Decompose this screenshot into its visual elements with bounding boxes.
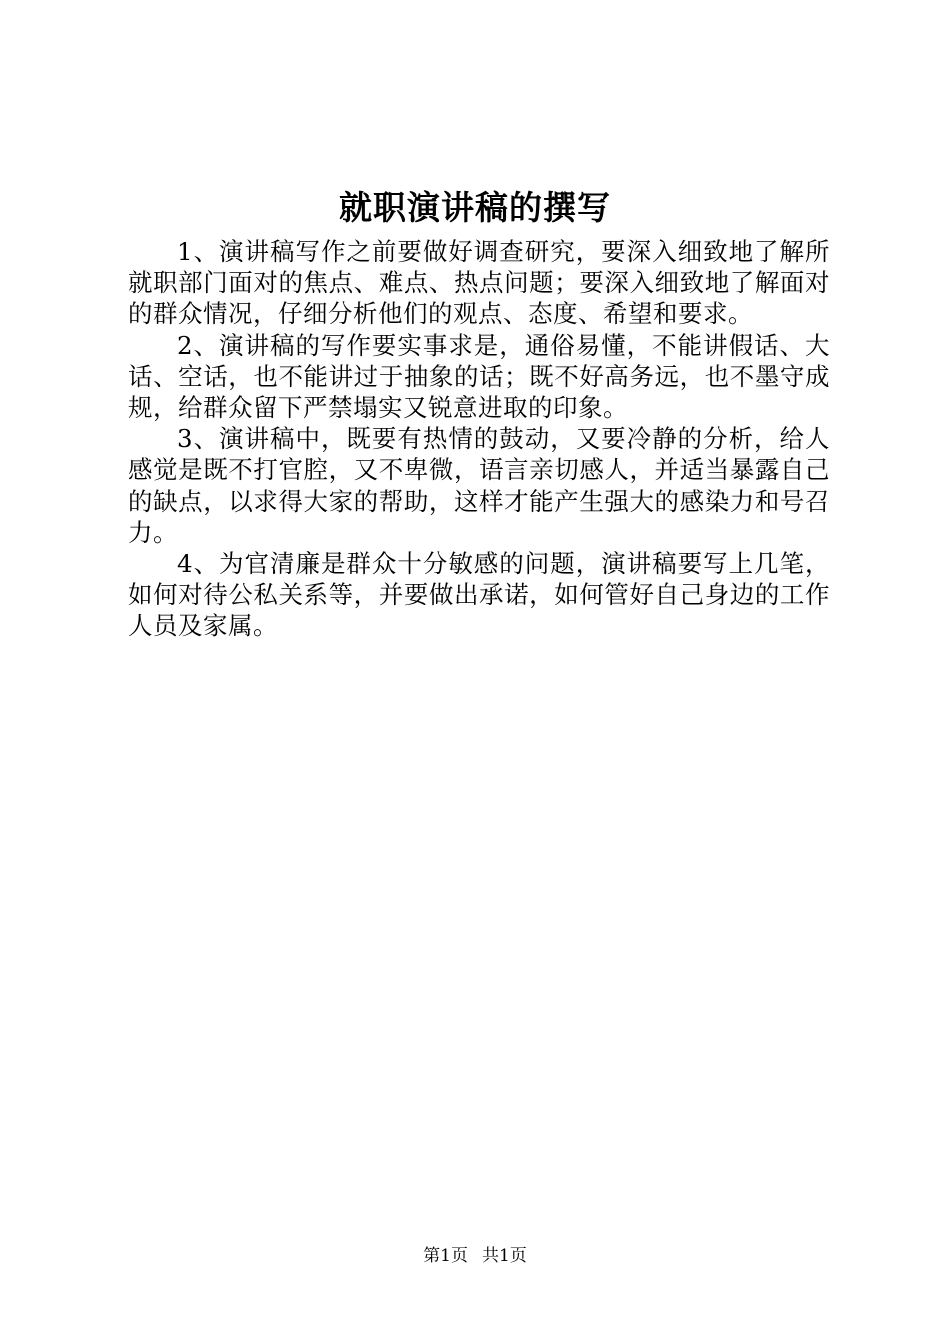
page-number-total: 共1页: [482, 1246, 527, 1266]
document-body: [128, 236, 830, 642]
page-footer: [0, 1244, 950, 1268]
paragraph-1: 1、演讲稿写作之前要做好调查研究，要深入细致地了解所就职部门面对的焦点、难点、热点问题；要深入细致地了解面对的群众情况，仔细分析他们的观点、态度、希望和要求。: [128, 237, 830, 329]
paragraph-4: 4、为官清廉是群众十分敏感的问题，演讲稿要写上几笔，如何对待公私关系等，并要做出承诺，如何管好自己身边的工作人员及家属。: [128, 549, 830, 641]
paragraph-3: 3、演讲稿中，既要有热情的鼓动，又要冷静的分析，给人感觉是既不打官腔，又不卑微，语言亲切感人，并适当暴露自己的缺点，以求得大家的帮助，这样才能产生强大的感染力和号召力。: [128, 424, 830, 547]
page-number-current: 第1页: [423, 1246, 468, 1266]
paragraph-2: 2、演讲稿的写作要实事求是，通俗易懂，不能讲假话、大话、空话，也不能讲过于抽象的话；既不好高务远，也不墨守成规，给群众留下严禁塌实又锐意进取的印象。: [128, 330, 830, 423]
document-title: 就职演讲稿的撰写: [339, 188, 611, 227]
